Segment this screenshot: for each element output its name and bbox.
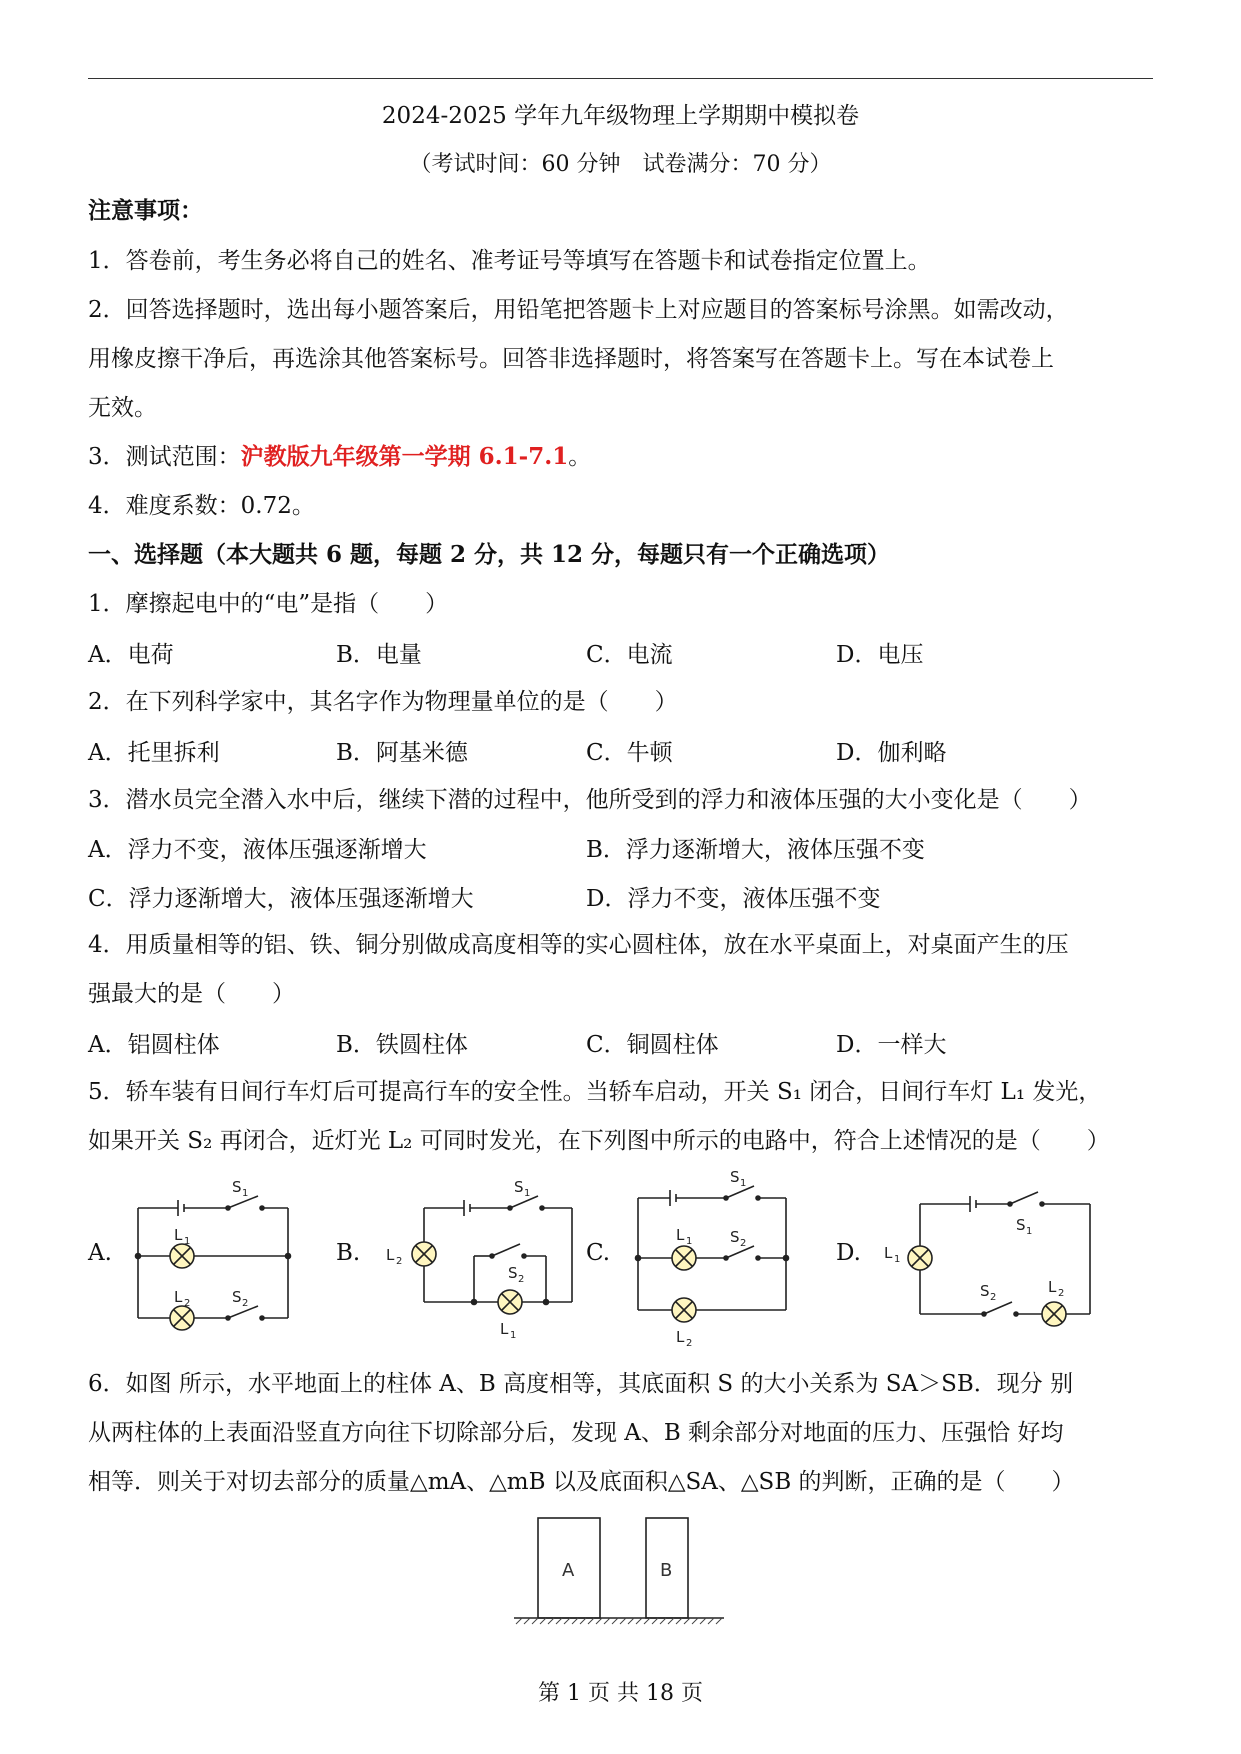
q2-option-c: C．牛顿	[586, 740, 673, 766]
label-sub-2: 2	[686, 1338, 693, 1349]
q4-option-a: A．铝圆柱体	[88, 1032, 220, 1058]
label-sub-1: 1	[686, 1236, 693, 1247]
notes-heading: 注意事项：	[88, 197, 203, 224]
label-sub-1: 1	[242, 1188, 249, 1199]
label-l1: L	[884, 1244, 893, 1262]
label-l2: L	[1048, 1278, 1057, 1296]
label-sub-2: 2	[740, 1238, 747, 1249]
q1-option-c: C．电流	[586, 642, 673, 668]
label-s1: S	[1016, 1216, 1026, 1234]
label-l1: L	[500, 1320, 509, 1338]
q3-option-d: D．浮力不变，液体压强不变	[586, 886, 881, 912]
label-sub-2: 2	[990, 1292, 997, 1303]
q2-option-d: D．伽利略	[836, 740, 947, 766]
q4-option-b: B．铁圆柱体	[336, 1032, 468, 1058]
section-1-heading: 一、选择题（本大题共 6 题，每题 2 分，共 12 分，每题只有一个正确选项）	[88, 541, 891, 568]
label-sub-2: 2	[1058, 1288, 1065, 1299]
q1-option-d: D．电压	[836, 642, 924, 668]
cylinder-b-label: B	[660, 1560, 673, 1581]
note-3-suffix: 。	[568, 444, 592, 470]
label-sub-1: 1	[740, 1178, 747, 1189]
page-footer: 第 1 页 共 18 页	[538, 1681, 703, 1706]
q3-option-a: A．浮力不变，液体压强逐渐增大	[88, 837, 427, 863]
note-3-prefix: 3．测试范围：	[88, 444, 241, 470]
circuit-diagram-a	[128, 1168, 298, 1340]
question-6-stem-line-2: 从两柱体的上表面沿竖直方向往下切除部分后，发现 A、B 剩余部分对地面的压力、压强恰 好均	[88, 1420, 1064, 1446]
note-2-line-1: 2．回答选择题时，选出每小题答案后，用铅笔把答题卡上对应题目的答案标号涂黑。如需改动，	[88, 297, 1069, 323]
question-1-stem: 1．摩擦起电中的“电”是指（ ）	[88, 591, 449, 617]
q4-option-d: D．一样大	[836, 1032, 947, 1058]
question-2-stem: 2．在下列科学家中，其名字作为物理量单位的是（ ）	[88, 689, 678, 715]
q2-option-a: A．托里拆利	[88, 740, 220, 766]
q5-option-c-label: C.	[586, 1240, 611, 1266]
label-sub-1: 1	[1026, 1226, 1033, 1237]
label-sub-1: 1	[524, 1188, 531, 1199]
label-s1: S	[514, 1178, 524, 1196]
circuit-diagram-d	[880, 1168, 1100, 1342]
exam-subtitle: （考试时间：60 分钟 试卷满分：70 分）	[409, 152, 832, 177]
circuit-diagram-c	[626, 1160, 796, 1354]
question-5-stem-line-2: 如果开关 S₂ 再闭合，近灯光 L₂ 可同时发光，在下列图中所示的电路中，符合上述情况的是（ ）	[88, 1128, 1110, 1154]
question-6-stem-line-3: 相等．则关于对切去部分的质量△mA、△mB 以及底面积△SA、△SB 的判断，正确的是（ ）	[88, 1469, 1075, 1495]
q2-option-b: B．阿基米德	[336, 740, 468, 766]
question-4-stem-line-2: 强最大的是（ ）	[88, 981, 295, 1007]
q3-option-c: C．浮力逐渐增大，液体压强逐渐增大	[88, 886, 474, 912]
cylinder-a-label: A	[562, 1560, 575, 1581]
q3-option-b: B．浮力逐渐增大，液体压强不变	[586, 837, 925, 863]
note-1: 1．答卷前，考生务必将自己的姓名、准考证号等填写在答题卡和试卷指定位置上。	[88, 248, 931, 274]
label-sub-2: 2	[184, 1298, 191, 1309]
cylinders-figure	[500, 1510, 740, 1634]
label-s1: S	[730, 1168, 740, 1186]
label-sub-1: 1	[510, 1330, 517, 1341]
label-s2: S	[508, 1264, 518, 1282]
q1-option-b: B．电量	[336, 642, 422, 668]
label-sub-2: 2	[396, 1256, 403, 1267]
q5-option-a-label: A.	[88, 1240, 112, 1266]
question-4-stem-line-1: 4．用质量相等的铝、铁、铜分别做成高度相等的实心圆柱体，放在水平桌面上，对桌面产生的压	[88, 932, 1069, 958]
label-sub-1: 1	[184, 1236, 191, 1247]
label-l2: L	[676, 1328, 685, 1346]
label-s2: S	[232, 1288, 242, 1306]
q5-option-d-label: D.	[836, 1240, 861, 1266]
q5-option-b-label: B.	[336, 1240, 361, 1266]
question-5-stem-line-1: 5．轿车装有日间行车灯后可提高行车的安全性。当轿车启动，开关 S₁ 闭合，日间行车灯 L₁ 发光，	[88, 1079, 1102, 1105]
exam-title: 2024-2025 学年九年级物理上学期期中模拟卷	[381, 103, 860, 129]
top-rule	[88, 78, 1153, 79]
label-s2: S	[980, 1282, 990, 1300]
test-range: 沪教版九年级第一学期 6.1-7.1	[240, 443, 569, 470]
question-6-stem-line-1: 6．如图 所示，水平地面上的柱体 A、B 高度相等，其底面积 S 的大小关系为 SA＞SB．现分 别	[88, 1371, 1074, 1397]
label-sub-1: 1	[894, 1254, 901, 1265]
note-2-line-3: 无效。	[88, 395, 157, 421]
label-l2: L	[386, 1246, 395, 1264]
label-sub-2: 2	[242, 1298, 249, 1309]
circuit-diagram-b	[380, 1168, 580, 1352]
note-4: 4．难度系数：0.72。	[88, 493, 315, 519]
label-s1: S	[232, 1178, 242, 1196]
label-l1: L	[174, 1226, 183, 1244]
label-sub-2: 2	[518, 1274, 525, 1285]
label-s2: S	[730, 1228, 740, 1246]
note-2-line-2: 用橡皮擦干净后，再选涂其他答案标号。回答非选择题时，将答案写在答题卡上。写在本试卷上	[88, 346, 1054, 372]
label-l1: L	[676, 1226, 685, 1244]
note-3	[88, 432, 1153, 482]
question-3-stem: 3．潜水员完全潜入水中后，继续下潜的过程中，他所受到的浮力和液体压强的大小变化是（ ）	[88, 787, 1092, 813]
q1-option-a: A．电荷	[88, 642, 174, 668]
q4-option-c: C．铜圆柱体	[586, 1032, 719, 1058]
label-l2: L	[174, 1288, 183, 1306]
